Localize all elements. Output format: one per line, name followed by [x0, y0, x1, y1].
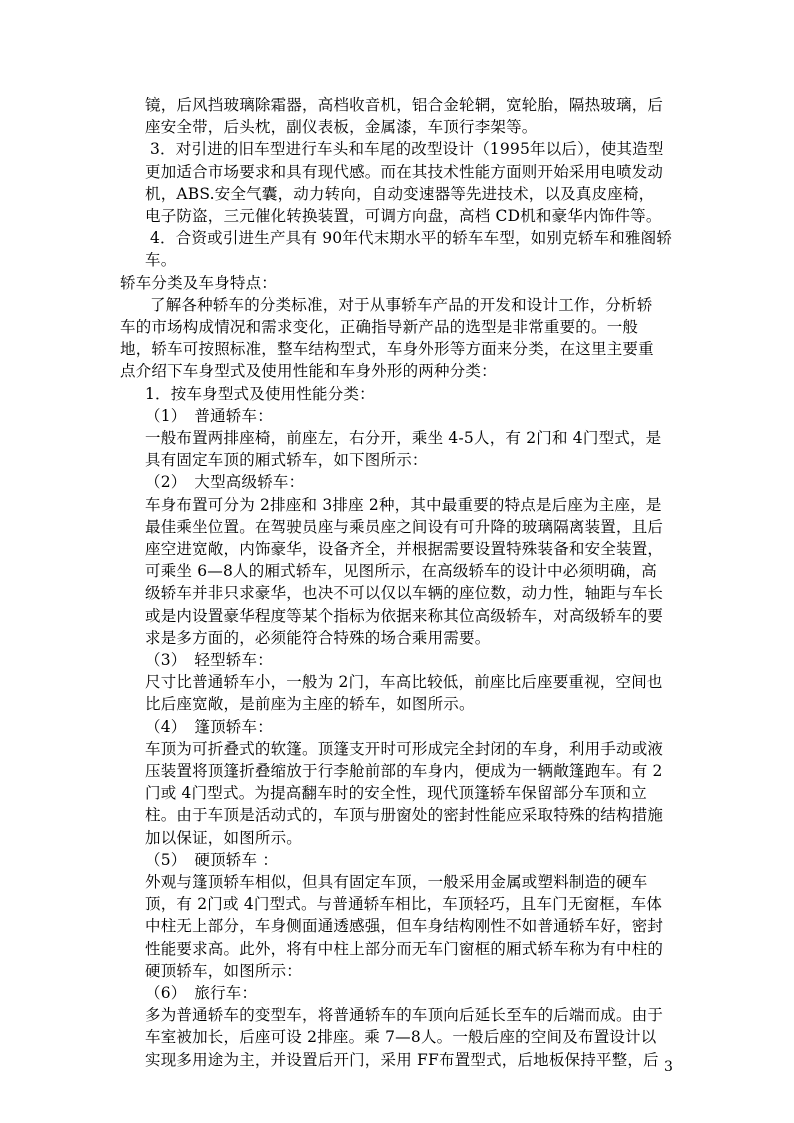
- text-line: 了解各种轿车的分类标准，对于从事轿车产品的开发和设计工作，分析轿: [150, 295, 653, 314]
- text-line: 车。: [145, 251, 177, 270]
- text-line: 性能要求高。此外，将有中柱上部分而无车门窗框的厢式轿车称为有中柱的: [145, 939, 664, 958]
- text-line: 点介绍下车身型式及使用性能和车身外形的两种分类：: [120, 362, 497, 381]
- text-line: （3） 轻型轿车：: [145, 651, 273, 669]
- text-line: 尺寸比普通轿车小，一般为 2门，车高比较低，前座比后座要重视，空间也: [145, 673, 663, 692]
- text-line: （5） 硬顶轿车 ：: [145, 850, 279, 869]
- text-line: 顶，有 2门或 4门型式。与普通轿车相比，车顶轻巧，且车门无窗框，车体: [145, 895, 663, 914]
- text-line: 中柱无上部分，车身侧面通透感强，但车身结构刚性不如普通轿车好，密封: [145, 917, 664, 936]
- text-line: 可乘坐 6—8人的厢式轿车，见图所示，在高级轿车的设计中必须明确，高: [145, 562, 657, 581]
- text-line: 一般布置两排座椅，前座左，右分开，乘坐 4-5人，有 2门和 4门型式，是: [145, 429, 662, 447]
- text-line: 机，ABS.安全气囊，动力转向，自动变速器等先进技术，以及真皮座椅，: [145, 184, 655, 203]
- text-line: （4） 篷顶轿车：: [145, 717, 273, 736]
- text-line: （1） 普通轿车：: [145, 406, 273, 425]
- text-line: 求是多方面的，必须能符合特殊的场合乘用需要。: [145, 628, 491, 647]
- text-line: 1．按车身型式及使用性能分类：: [145, 384, 375, 403]
- text-line: 3．对引进的旧车型进行车头和车尾的改型设计（1995年以后），使其造型: [150, 140, 664, 159]
- text-line: 实现多用途为主，并设置后开门，采用 FF布置型式，后地板保持平整，后: [145, 1050, 659, 1069]
- text-line: 比后座宽敞，是前座为主座的轿车，如图所示。: [145, 695, 475, 714]
- text-line: 座空进宽敞，内饰豪华，设备齐全，并根据需要设置特殊装备和安全装置，: [145, 540, 664, 558]
- text-line: 门或 4门型式。为提高翻车时的安全性，现代顶篷轿车保留部分车顶和立: [145, 784, 647, 803]
- text-line: 外观与篷顶轿车相似，但具有固定车顶，一般采用金属或塑料制造的硬车: [145, 873, 648, 891]
- text-line: 压装置将顶篷折叠缩放于行李舱前部的车身内，便成为一辆敞篷跑车。有 2: [145, 762, 663, 780]
- text-line: 级轿车并非只求豪华，也决不可以仅以车辆的座位数，动力性，轴距与车长: [145, 584, 664, 603]
- text-line: （6） 旅行车：: [145, 984, 258, 1002]
- text-line: 或是内设置豪华程度等某个指标为依据来称其位高级轿车，对高级轿车的要: [145, 606, 664, 625]
- text-line: 更加适合市场要求和具有现代感。而在其技术性能方面则开始采用电喷发动: [145, 162, 664, 181]
- text-line: 加以保证，如图所示。: [145, 828, 303, 847]
- text-line: 柱。由于车顶是活动式的，车顶与册窗处的密封性能应采取特殊的结构措施: [145, 806, 664, 825]
- text-line: 车的市场构成情况和需求变化，正确指导新产品的选型是非常重要的。一般: [120, 318, 639, 336]
- text-line: 4．合资或引进生产具有 90年代末期水平的轿车车型，如别克轿车和雅阁轿: [150, 229, 673, 248]
- text-line: （2） 大型高级轿车：: [145, 473, 305, 492]
- text-line: 车身布置可分为 2排座和 3排座 2种，其中最重要的特点是后座为主座，是: [145, 495, 662, 514]
- text-line: 座安全带，后头枕，副仪表板，金属漆，车顶行李架等。: [145, 118, 538, 137]
- text-line: 具有固定车顶的厢式轿车，如下图所示：: [145, 451, 428, 470]
- text-line: 轿车分类及车身特点：: [120, 273, 278, 292]
- text-line: 硬顶轿车，如图所示：: [145, 961, 303, 980]
- text-line: 镜，后风挡玻璃除霜器，高档收音机，铝合金轮辋，宽轮胎，隔热玻璃，后: [145, 96, 664, 114]
- text-line: 电子防盗，三元催化转换装置，可调方向盘，高档 CD机和豪华内饰件等。: [145, 207, 662, 225]
- text-line: 地，轿车可按照标准，整车结构型式，车身外形等方面来分类，在这里主要重: [120, 340, 654, 359]
- text-line: 车顶为可折叠式的软篷。顶篷支开时可形成完全封闭的车身，利用手动或液: [145, 739, 664, 758]
- text-line: 多为普通轿车的变型车，将普通轿车的车顶向后延长至车的后端而成。由于: [145, 1006, 664, 1025]
- page-number: 3: [664, 1059, 673, 1075]
- text-line: 车室被加长，后座可设 2排座。乘 7—8人。一般后座的空间及布置设计以: [145, 1028, 657, 1047]
- text-line: 最佳乘坐位置。在驾驶员座与乘员座之间设有可升降的玻璃隔离装置，且后: [145, 517, 664, 536]
